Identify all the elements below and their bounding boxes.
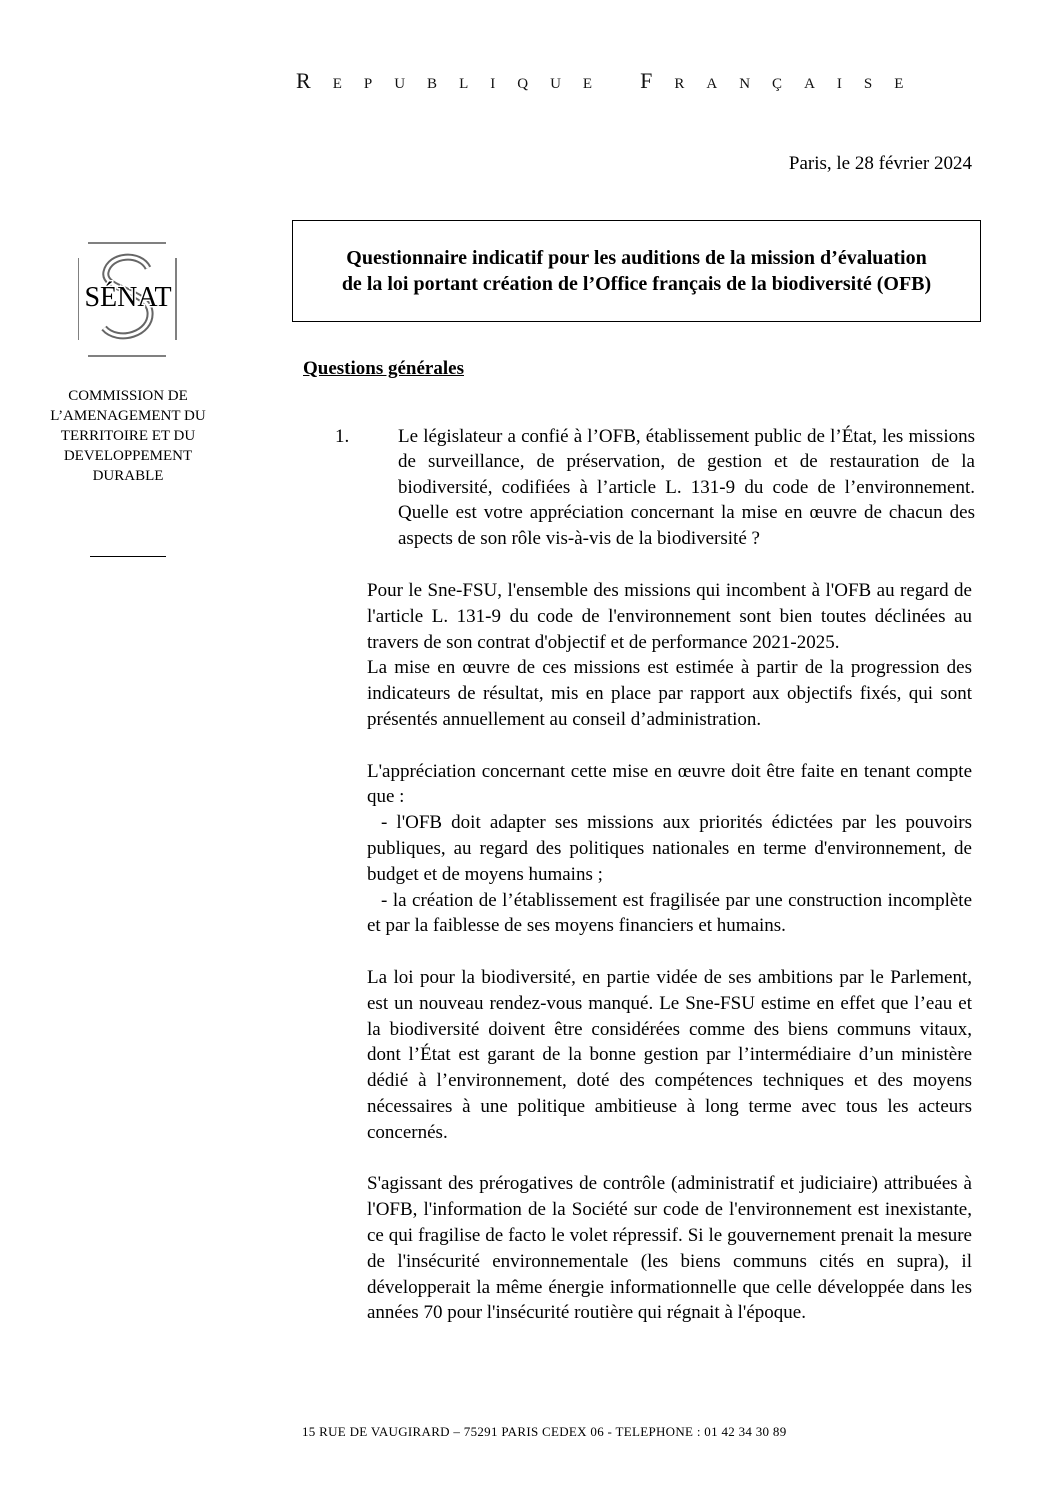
senat-logo-icon (78, 240, 178, 360)
answer-paragraph: Pour le Sne-FSU, l'ensemble des missions qui incombent à l'OFB au regard de l'article L. 131-9 du code de l'environnement sont bien toutes déclinées au travers de son contrat d'objectif et de performance 2021-2025. (367, 580, 972, 653)
header-letter: E (582, 76, 593, 92)
header-letter: B (427, 76, 438, 92)
header-letter: E (332, 76, 342, 92)
header-letter: E (894, 76, 904, 92)
header-letter: U (550, 76, 561, 92)
sidebar (28, 240, 228, 557)
header-letter: F (640, 68, 653, 93)
answer-paragraph: L'appréciation concernant cette mise en œuvre doit être faite en tenant compte que : (367, 760, 972, 808)
header-letter: P (363, 76, 373, 92)
question-item (335, 424, 975, 551)
answer-paragraph: La mise en œuvre de ces missions est estimée à partir de la progression des indicateurs de résultat, mis en place par rapport aux objectifs fixés, qui sont présentés annuellement au conseil d’administration. (367, 657, 972, 730)
questionnaire-title-box (292, 220, 981, 322)
header-letter: N (739, 76, 751, 92)
header-letter: I (836, 76, 842, 92)
header-letter: U (394, 76, 406, 92)
header-letter: Q (517, 76, 529, 92)
commission-line: DEVELOPPEMENT (63, 448, 193, 464)
header-letter: A (804, 76, 815, 92)
answer-paragraph: S'agissant des prérogatives de contrôle (administratif et judiciaire) attribuées à l'OFB, l'information de la Société sur code de l'environnement est inexistante, ce qui fragilise de facto le volet répressif. Si le gouvernement prenait la mesure de l'insécurité environnementale (les biens communs cités en supra), il développerait la même énergie informationnelle que celle développée dans les années 70 pour l'insécurité routière qui régnait à l'époque. (367, 1173, 972, 1324)
commission-line: TERRITOIRE ET DU (60, 428, 196, 444)
document-date: Paris, le 28 février 2024 (788, 153, 972, 174)
header-letter: R (674, 76, 685, 92)
header-letter: A (706, 76, 718, 92)
senat-logo (28, 240, 228, 360)
republique-francaise-header (296, 68, 956, 94)
header-letter: S (863, 76, 873, 92)
sidebar-divider (90, 556, 166, 557)
answer-body (367, 578, 972, 1326)
commission-line: L’AMENAGEMENT DU (50, 408, 206, 424)
commission-name (28, 386, 228, 486)
title-line-2: de la loi portant création de l’Office français de la biodiversité (OFB) (341, 273, 932, 295)
commission-line: COMMISSION DE (68, 388, 188, 404)
svg-text:SÉNAT: SÉNAT (84, 282, 172, 313)
section-title: Questions générales (303, 358, 464, 379)
header-letter: R (296, 68, 311, 93)
question-number: 1. (335, 426, 350, 447)
answer-bullet: - l'OFB doit adapter ses missions aux priorités édictées par les pouvoirs publiques, au regard des politiques nationales en terme d'environnement, de budget et de moyens humains ; (367, 812, 972, 885)
title-line-1: Questionnaire indicatif pour les auditions de la mission d’évaluation (346, 247, 927, 269)
question-text: Le législateur a confié à l’OFB, établissement public de l’État, les missions de surveillance, de préservation, de gestion et de restauration de la biodiversité, codifiées à l’article L. 131-9 du code de l’environnement. Quelle est votre appréciation concernant la mise en œuvre de chacun des aspects de son rôle vis-à-vis de la biodiversité ? (398, 426, 975, 549)
answer-bullet: - la création de l’établissement est fragilisée par une construction incomplète et par la faiblesse de ses moyens financiers et humains. (367, 889, 972, 937)
header-letter: Ç (772, 76, 783, 92)
answer-paragraph: La loi pour la biodiversité, en partie vidée de ses ambitions par le Parlement, est un nouveau rendez-vous manqué. Le Sne-FSU estime en effet que l’eau et la biodiversité doivent être considérées comme des biens communs vitaux, dont l’État est garant de la bonne gestion par l’intermédiaire d’un ministère dédié à l’environnement, doté des compétences techniques et des moyens nécessaires à une politique ambitieuse à long terme avec tous les acteurs concernés. (367, 966, 972, 1143)
header-letter: I (490, 76, 496, 92)
header-letter: L (459, 76, 469, 92)
commission-line: DURABLE (92, 468, 164, 484)
footer-address: 15 RUE DE VAUGIRARD – 75291 PARIS CEDEX 06 - TELEPHONE : 01 42 34 30 89 (302, 1424, 787, 1439)
